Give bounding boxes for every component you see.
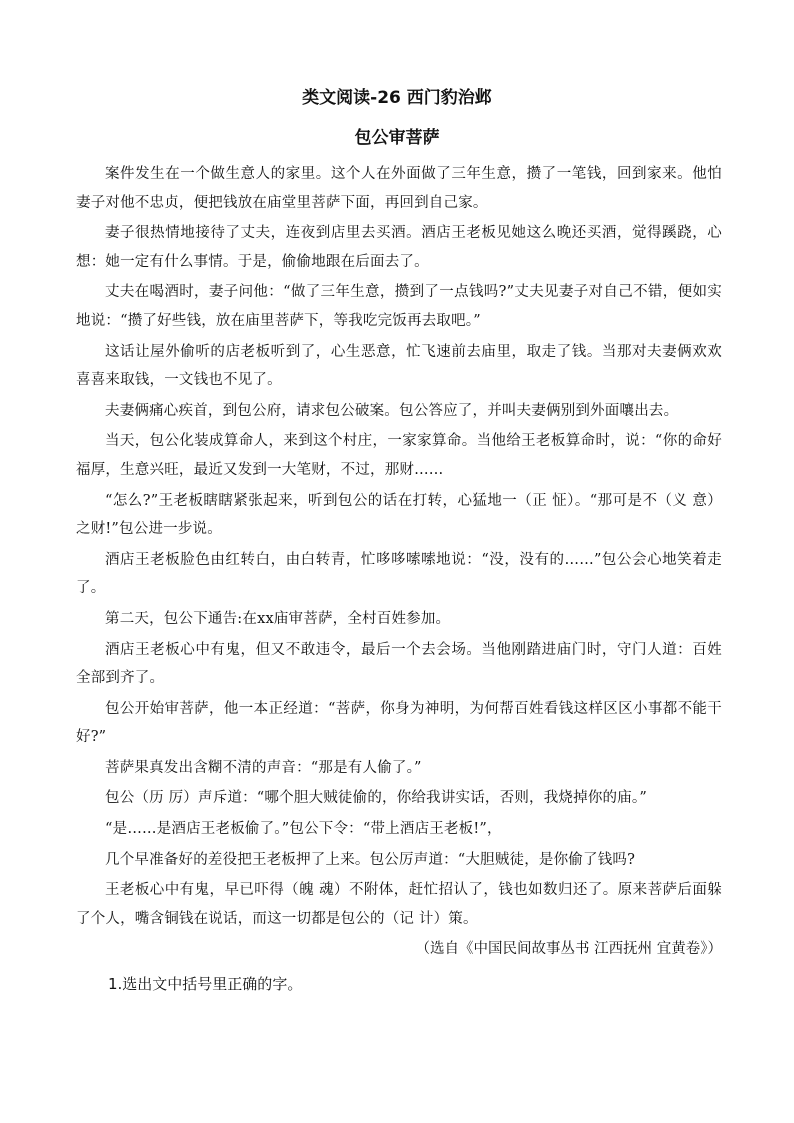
story-body	[76, 160, 722, 998]
paragraph-12: 菩萨果真发出含糊不清的声音：“那是有人偷了。”	[105, 759, 422, 776]
story-title: 包公审菩萨	[354, 128, 440, 148]
paragraph-4: 这话让屋外偷听的店老板听到了，心生恶意，忙飞速前去庙里，取走了钱。当那对夫妻俩欢欢喜喜来取钱，一文钱也不见了。	[76, 343, 722, 389]
paragraph-6: 当天，包公化装成算命人，来到这个村庄，一家家算命。当他给王老板算命时，说：“你的命好福厚，生意兴旺，最近又发到一大笔财，不过，那财……	[76, 433, 722, 478]
paragraph-10: 酒店王老板心中有鬼，但又不敢违令，最后一个去会场。当他刚踏进庙门时，守门人道：百姓全部到齐了。	[76, 641, 722, 687]
paragraph-5: 夫妻俩痛心疾首，到包公府，请求包公破案。包公答应了，并叫夫妻俩别到外面嚷出去。	[105, 402, 679, 419]
paragraph-15: 几个早准备好的差役把王老板押了上来。包公厉声道：“大胆贼徒，是你偷了钱吗?	[105, 851, 636, 868]
paragraph-2: 妻子很热情地接待了丈夫，连夜到店里去买酒。酒店王老板见她这么晚还买酒，觉得蹊跷，心想：她一定有什么事情。于是，偷偷地跟在后面去了。	[76, 225, 722, 270]
paragraph-8: 酒店王老板脸色由红转白，由白转青，忙哆哆嗦嗦地说：“没，没有的……”包公会心地笑着走了。	[76, 551, 722, 597]
document-title: 类文阅读-26 西门豹治邺	[302, 88, 492, 108]
paragraph-9: 第二天，包公下通告:在xx庙审菩萨，全村百姓参加。	[105, 610, 451, 627]
paragraph-11: 包公开始审菩萨，他一本正经道：“菩萨，你身为神明，为何帮百姓看钱这样区区小事都不能干好?”	[76, 700, 722, 746]
paragraph-13: 包公（历 厉）声斥道：“哪个胆大贼徒偷的，你给我讲实话，否则，我烧掉你的庙。”	[105, 790, 647, 807]
paragraph-14: “是……是酒店王老板偷了。”包公下令：“带上酒店王老板!”，	[105, 821, 502, 838]
paragraph-16: 王老板心中有鬼，早已吓得（魄 魂）不附体，赶忙招认了，钱也如数归还了。原来菩萨后面躲了个人，嘴含铜钱在说话，而这一切都是包公的（记 计）策。	[76, 882, 722, 927]
source-citation: （选自《中国民间故事丛书 江西抚州 宜黄卷》）	[415, 941, 722, 958]
paragraph-7: “怎么?”王老板瞎瞎紧张起来，听到包公的话在打转，心猛地一（正 怔）。“那可是不（义 意）之财!”包公进一步说。	[76, 492, 722, 538]
paragraph-3: 丈夫在喝酒时，妻子问他：“做了三年生意，攒到了一点钱吗?”丈夫见妻子对自己不错，便如实地说：“攒了好些钱，放在庙里菩萨下，等我吃完饭再去取吧。”	[76, 284, 722, 329]
question-1: 1.选出文中括号里正确的字。	[108, 975, 303, 994]
paragraph-1: 案件发生在一个做生意人的家里。这个人在外面做了三年生意，攒了一笔钱，回到家来。他怕妻子对他不忠贞，便把钱放在庙堂里菩萨下面，再回到自己家。	[76, 166, 722, 211]
